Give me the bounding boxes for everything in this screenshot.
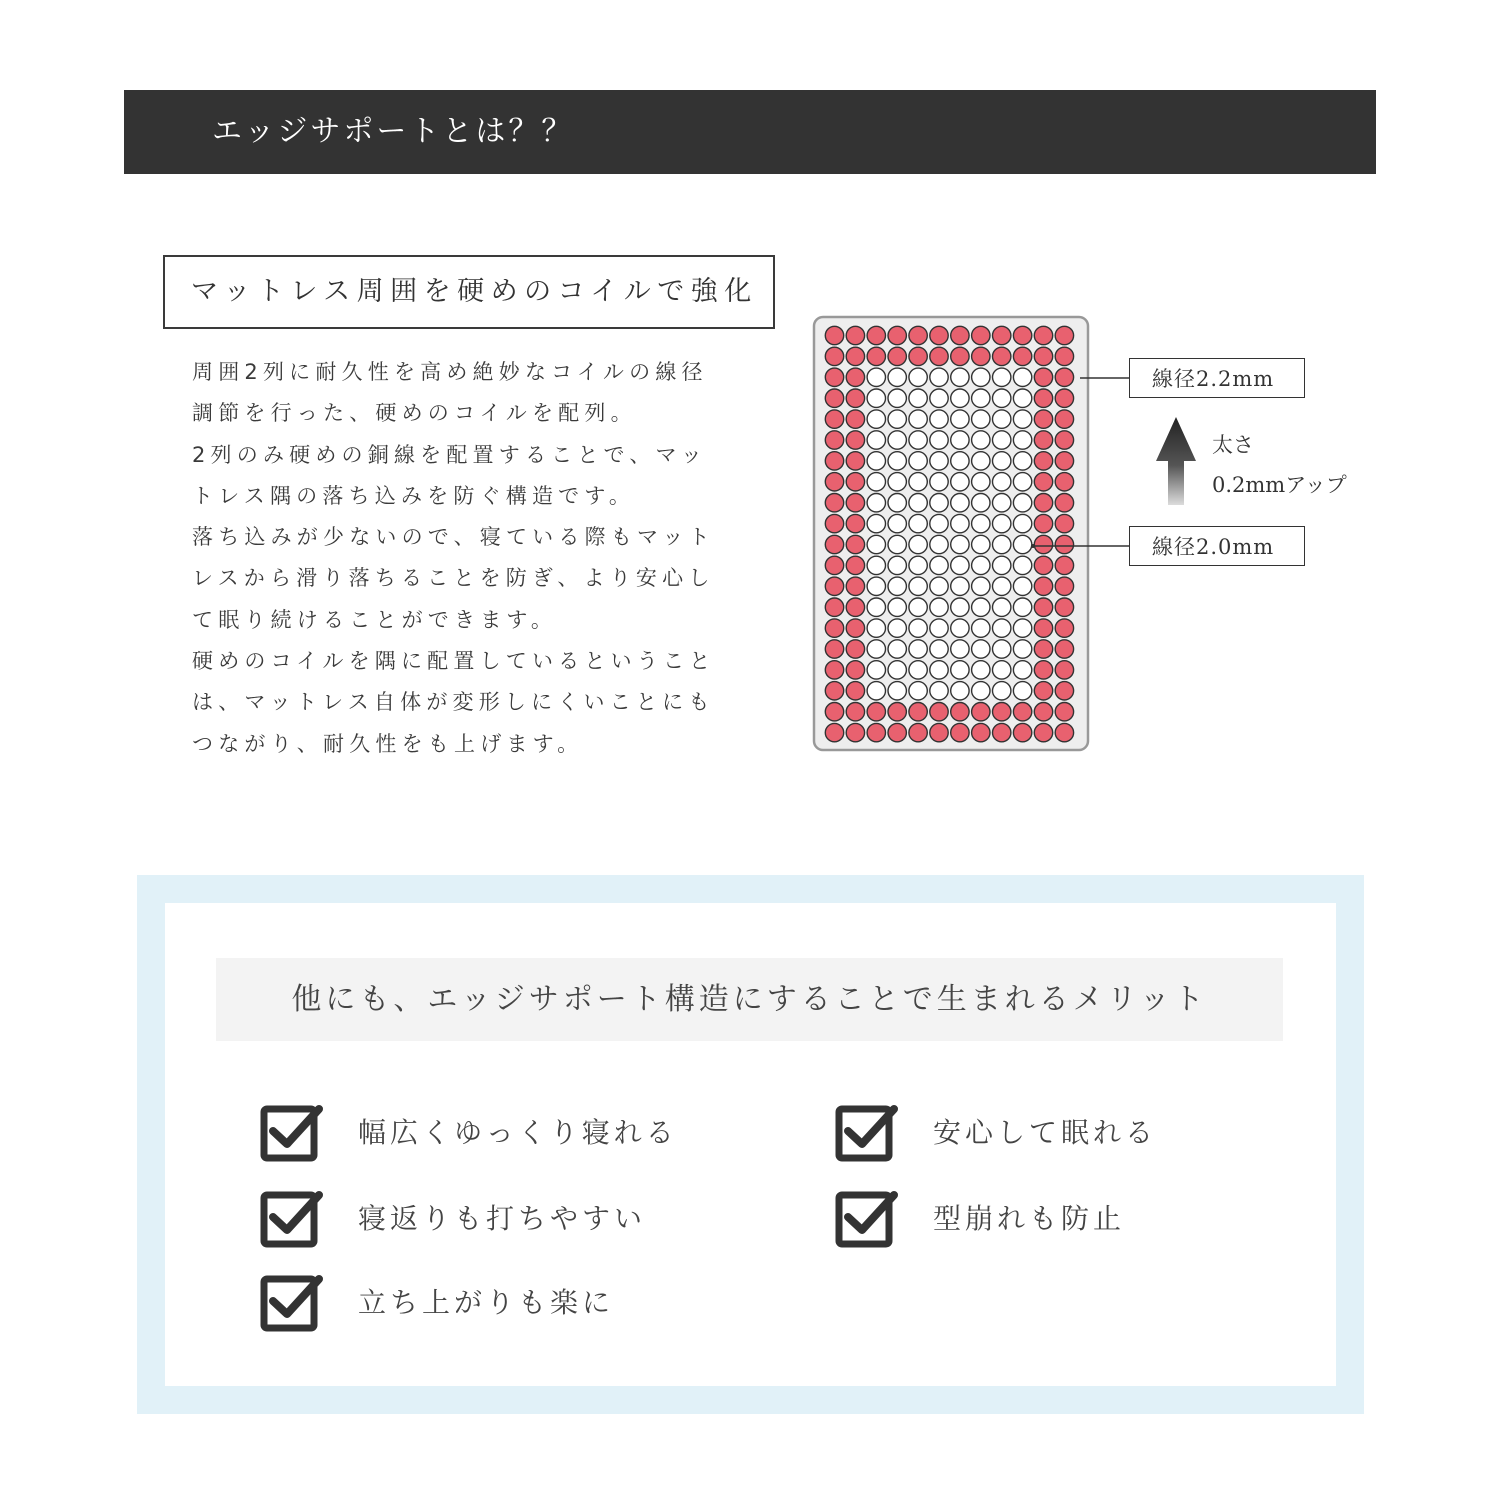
edge-coil (825, 640, 843, 658)
center-coil (993, 514, 1011, 532)
edge-coil (1034, 535, 1052, 553)
edge-coil (972, 703, 990, 721)
center-coil (951, 535, 969, 553)
center-coil (867, 661, 885, 679)
center-coil (972, 598, 990, 616)
center-coil (951, 410, 969, 428)
center-coil (888, 452, 906, 470)
merit-label: 安心して眠れる (933, 1116, 1158, 1149)
center-coil (993, 640, 1011, 658)
section-heading: マットレス周囲を硬めのコイルで強化 (191, 276, 758, 307)
edge-coil (846, 723, 864, 741)
edge-coil (1055, 535, 1073, 553)
center-coil (972, 389, 990, 407)
center-coil (909, 640, 927, 658)
merits-heading: 他にも、エッジサポート構造にすることで生まれるメリット (291, 982, 1208, 1017)
edge-coil (1055, 410, 1073, 428)
increase-note-line1: 太さ (1212, 433, 1254, 457)
merit-label: 寝返りも打ちやすい (358, 1202, 647, 1235)
edge-coil (1034, 661, 1052, 679)
edge-coil (825, 494, 843, 512)
center-coil (888, 535, 906, 553)
edge-coil (1055, 431, 1073, 449)
center-coil (930, 682, 948, 700)
center-coil (972, 556, 990, 574)
center-coil (951, 577, 969, 595)
merit-label: 幅広くゆっくり寝れる (358, 1116, 678, 1149)
center-coil (867, 473, 885, 491)
center-coil (930, 389, 948, 407)
edge-coil-label: 線径2.2mm (1129, 358, 1305, 398)
center-coil (909, 619, 927, 637)
edge-coil (846, 514, 864, 532)
center-coil (951, 640, 969, 658)
center-coil (930, 556, 948, 574)
center-coil (867, 598, 885, 616)
edge-coil (951, 347, 969, 365)
edge-coil (1034, 326, 1052, 344)
edge-coil (846, 326, 864, 344)
center-coil (867, 410, 885, 428)
center-coil (993, 556, 1011, 574)
center-coil (930, 619, 948, 637)
center-coil (888, 682, 906, 700)
merits-heading-band (216, 958, 1283, 1041)
center-coil (951, 389, 969, 407)
center-coil (930, 473, 948, 491)
checkbox-checked-icon (260, 1103, 324, 1163)
edge-coil (1013, 326, 1031, 344)
center-coil (1013, 514, 1031, 532)
edge-coil (930, 703, 948, 721)
edge-coil (930, 326, 948, 344)
center-coil (993, 410, 1011, 428)
edge-coil (1034, 514, 1052, 532)
center-coil (909, 661, 927, 679)
edge-coil (825, 577, 843, 595)
edge-coil (1055, 703, 1073, 721)
merits-panel (137, 875, 1364, 1414)
center-coil (972, 452, 990, 470)
center-coil (1013, 535, 1031, 553)
center-coil (1013, 556, 1031, 574)
coil-diagram (812, 315, 1372, 755)
center-coil (909, 494, 927, 512)
center-coil (888, 410, 906, 428)
edge-coil (909, 703, 927, 721)
center-coil (972, 619, 990, 637)
edge-coil (1055, 473, 1073, 491)
center-coil (993, 494, 1011, 512)
center-coil (867, 368, 885, 386)
edge-coil (888, 723, 906, 741)
center-coil (888, 598, 906, 616)
edge-coil (846, 598, 864, 616)
section-heading-box (163, 255, 775, 329)
edge-coil (867, 347, 885, 365)
center-coil (909, 410, 927, 428)
merit-label: 立ち上がりも楽に (358, 1286, 615, 1319)
edge-coil (1034, 410, 1052, 428)
center-coil (909, 473, 927, 491)
checkbox-checked-icon (835, 1189, 899, 1249)
center-coil (909, 452, 927, 470)
edge-coil (825, 598, 843, 616)
center-coil (867, 431, 885, 449)
center-coil (909, 577, 927, 595)
center-coil (972, 473, 990, 491)
center-coil (909, 556, 927, 574)
center-coil (951, 556, 969, 574)
center-coil (867, 577, 885, 595)
center-coil (951, 431, 969, 449)
edge-coil (825, 368, 843, 386)
center-coil (951, 452, 969, 470)
center-coil (909, 682, 927, 700)
center-coil (867, 682, 885, 700)
center-coil (972, 368, 990, 386)
edge-coil (825, 535, 843, 553)
center-coil (972, 682, 990, 700)
edge-coil (846, 494, 864, 512)
edge-coil (1034, 431, 1052, 449)
body-line: は、マットレス自体が変形しにくいことにも (192, 690, 715, 715)
center-coil (930, 514, 948, 532)
center-coil (888, 389, 906, 407)
center-coil (972, 410, 990, 428)
edge-coil (825, 514, 843, 532)
edge-coil (1034, 640, 1052, 658)
center-coil (909, 535, 927, 553)
up-arrow-icon (1156, 417, 1196, 505)
body-line: て眠り続けることができます。 (192, 607, 558, 632)
edge-coil (825, 661, 843, 679)
center-coil (1013, 619, 1031, 637)
center-coil (930, 661, 948, 679)
center-coil (930, 431, 948, 449)
center-coil (951, 368, 969, 386)
center-coil (1013, 661, 1031, 679)
edge-coil (1034, 368, 1052, 386)
edge-coil (825, 703, 843, 721)
center-coil (888, 577, 906, 595)
center-coil (1013, 389, 1031, 407)
center-coil (909, 431, 927, 449)
body-line: 調節を行った、硬めのコイルを配列。 (192, 401, 637, 426)
center-coil (888, 431, 906, 449)
center-coil (909, 598, 927, 616)
center-coil (867, 535, 885, 553)
edge-coil (1055, 368, 1073, 386)
edge-coil (825, 326, 843, 344)
center-coil (930, 535, 948, 553)
center-coil (993, 598, 1011, 616)
center-coil (867, 556, 885, 574)
center-coil (867, 389, 885, 407)
edge-coil (825, 473, 843, 491)
edge-coil (846, 577, 864, 595)
edge-coil (888, 326, 906, 344)
edge-coil (846, 368, 864, 386)
center-coil (867, 452, 885, 470)
center-coil (993, 577, 1011, 595)
edge-coil (1034, 682, 1052, 700)
edge-coil (1013, 703, 1031, 721)
edge-coil (825, 682, 843, 700)
edge-coil (1013, 723, 1031, 741)
section-body (192, 352, 752, 765)
center-coil (909, 514, 927, 532)
center-coil (1013, 431, 1031, 449)
edge-coil (1055, 577, 1073, 595)
edge-coil (951, 326, 969, 344)
body-line: 2列のみ硬めの銅線を配置することで、マッ (192, 442, 708, 467)
edge-coil (867, 703, 885, 721)
center-coil (930, 368, 948, 386)
center-leader-dot (1031, 544, 1035, 548)
center-coil (867, 640, 885, 658)
edge-coil (846, 703, 864, 721)
body-line: 硬めのコイルを隅に配置しているということ (192, 649, 716, 674)
edge-coil (951, 723, 969, 741)
center-coil (951, 682, 969, 700)
center-coil (972, 661, 990, 679)
center-coil (930, 494, 948, 512)
edge-coil (993, 326, 1011, 344)
body-line: 周囲2列に耐久性を高め絶妙なコイルの線径 (192, 360, 708, 384)
center-coil (972, 535, 990, 553)
edge-coil (846, 661, 864, 679)
edge-coil (867, 326, 885, 344)
edge-coil (930, 723, 948, 741)
body-line: トレス隅の落ち込みを防ぐ構造です。 (192, 483, 636, 508)
center-coil (951, 473, 969, 491)
edge-coil (825, 347, 843, 365)
edge-coil (1034, 577, 1052, 595)
edge-coil (1034, 556, 1052, 574)
center-coil (888, 661, 906, 679)
edge-coil (1034, 703, 1052, 721)
checkbox-checked-icon (260, 1273, 324, 1333)
checkbox-checked-icon (835, 1103, 899, 1163)
center-coil (888, 556, 906, 574)
center-coil (888, 368, 906, 386)
center-coil (951, 494, 969, 512)
center-coil (1013, 640, 1031, 658)
edge-coil (846, 640, 864, 658)
center-coil (930, 577, 948, 595)
center-coil (1013, 682, 1031, 700)
edge-coil (972, 723, 990, 741)
center-coil (930, 410, 948, 428)
center-coil (993, 389, 1011, 407)
center-coil (888, 494, 906, 512)
center-coil (993, 431, 1011, 449)
edge-coil (930, 347, 948, 365)
center-coil (930, 452, 948, 470)
edge-coil (1055, 389, 1073, 407)
center-coil (993, 535, 1011, 553)
center-coil (888, 619, 906, 637)
edge-coil (846, 556, 864, 574)
edge-coil (1055, 452, 1073, 470)
edge-coil (867, 723, 885, 741)
center-coil (867, 494, 885, 512)
center-coil (993, 368, 1011, 386)
merits-inner (165, 903, 1336, 1386)
edge-coil (825, 431, 843, 449)
edge-coil (1034, 389, 1052, 407)
center-coil (888, 640, 906, 658)
edge-coil (825, 556, 843, 574)
center-coil (972, 494, 990, 512)
body-line: レスから滑り落ちることを防ぎ、より安心し (192, 566, 715, 591)
edge-coil (825, 619, 843, 637)
edge-coil (1013, 347, 1031, 365)
edge-coil (1034, 619, 1052, 637)
edge-coil (825, 389, 843, 407)
body-line: 落ち込みが少ないので、寝ている際もマット (192, 525, 715, 550)
edge-coil (846, 535, 864, 553)
center-coil (951, 598, 969, 616)
edge-coil (846, 431, 864, 449)
edge-coil (888, 703, 906, 721)
edge-coil (1034, 473, 1052, 491)
edge-coil (1034, 598, 1052, 616)
merit-label: 型崩れも防止 (933, 1202, 1126, 1235)
edge-coil (951, 703, 969, 721)
center-coil (1013, 494, 1031, 512)
edge-coil (1055, 556, 1073, 574)
center-coil (909, 368, 927, 386)
edge-coil (1055, 619, 1073, 637)
edge-coil (909, 347, 927, 365)
center-coil (993, 473, 1011, 491)
edge-coil (1055, 598, 1073, 616)
header-title: エッジサポートとは？？ (212, 114, 575, 149)
edge-coil (1034, 494, 1052, 512)
body-line: つながり、耐久性をも上げます。 (192, 731, 584, 756)
checkbox-checked-icon (260, 1189, 324, 1249)
edge-coil (846, 452, 864, 470)
edge-coil (825, 452, 843, 470)
edge-coil (825, 410, 843, 428)
edge-coil (846, 347, 864, 365)
edge-coil (1055, 661, 1073, 679)
center-coil (972, 640, 990, 658)
center-coil (930, 598, 948, 616)
edge-coil (846, 389, 864, 407)
center-coil (1013, 473, 1031, 491)
edge-coil (846, 473, 864, 491)
edge-coil (825, 723, 843, 741)
edge-coil (1034, 452, 1052, 470)
center-coil (972, 431, 990, 449)
edge-coil (1055, 347, 1073, 365)
edge-coil (909, 326, 927, 344)
center-coil (972, 577, 990, 595)
edge-coil (972, 347, 990, 365)
edge-coil (1055, 723, 1073, 741)
center-coil (867, 619, 885, 637)
center-coil (951, 661, 969, 679)
center-coil (951, 514, 969, 532)
center-coil (993, 661, 1011, 679)
center-coil (930, 640, 948, 658)
edge-coil (1055, 326, 1073, 344)
center-coil (993, 452, 1011, 470)
center-coil (1013, 598, 1031, 616)
center-coil (993, 619, 1011, 637)
edge-coil (972, 326, 990, 344)
center-coil (951, 619, 969, 637)
center-coil (909, 389, 927, 407)
edge-coil (1055, 514, 1073, 532)
edge-coil (1055, 682, 1073, 700)
edge-coil (846, 619, 864, 637)
edge-coil (1055, 640, 1073, 658)
center-coil (867, 514, 885, 532)
center-coil (993, 682, 1011, 700)
edge-coil (993, 723, 1011, 741)
center-coil (1013, 577, 1031, 595)
edge-coil (993, 703, 1011, 721)
edge-coil (846, 682, 864, 700)
edge-coil (1034, 347, 1052, 365)
edge-coil (909, 723, 927, 741)
center-coil (1013, 368, 1031, 386)
center-coil (972, 514, 990, 532)
center-coil (1013, 410, 1031, 428)
center-coil-label: 線径2.0mm (1129, 526, 1305, 566)
increase-note-line2: 0.2mmアップ (1212, 473, 1347, 497)
center-coil (888, 473, 906, 491)
edge-coil (846, 410, 864, 428)
edge-coil (1034, 723, 1052, 741)
header-bar (124, 90, 1376, 174)
edge-coil (888, 347, 906, 365)
edge-coil (993, 347, 1011, 365)
center-coil (888, 514, 906, 532)
edge-coil (1055, 494, 1073, 512)
center-coil (1013, 452, 1031, 470)
